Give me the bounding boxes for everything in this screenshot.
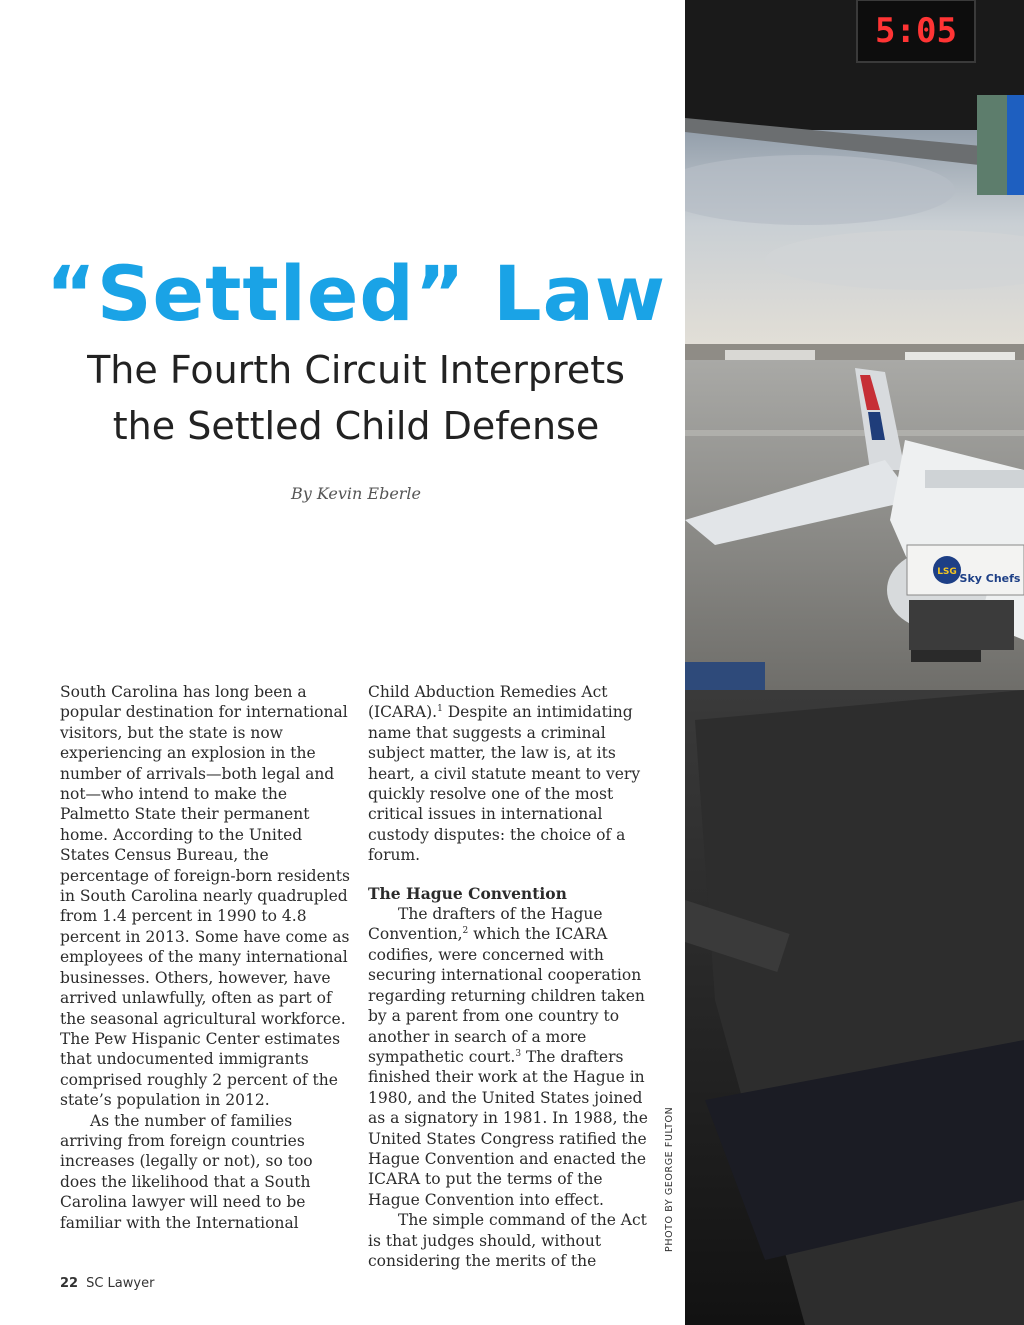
subtitle-line-2: the Settled Child Defense: [112, 404, 600, 448]
catering-truck: [907, 545, 1024, 662]
text-run: Despite an intimidating name that suggests a criminal subject matter, the law is, at its heart, a civil statute meant to very quickly resolve one of the most critical issues in international custody disputes: the choice of a forum.: [368, 703, 641, 865]
page-number: 22: [60, 1276, 79, 1291]
paragraph: South Carolina has long been a popular destination for international visitors, but the state is now experiencing an explosion in the number of arrivals—both legal and not—who intend to make the Palmetto State their permanent home. According to the United States Census Bureau, the percentage of foreign-born residents in South Carolina nearly quadrupled from 1.4 percent in 1990 to 4.8 percent in 2013. Some have come as employees of the many international businesses. Others, however, have arrived unlawfully, often as part of the seasonal agricultural workforce. The Pew Hispanic Center estimates that undocumented immigrants comprised roughly 2 percent of the state’s population in 2012.: [60, 683, 350, 1110]
page-footer: [60, 1276, 154, 1291]
section-heading: The Hague Convention: [368, 883, 567, 903]
photo-credit: PHOTO BY GEORGE FULTON: [664, 1106, 675, 1252]
publication-name: SC Lawyer: [86, 1276, 155, 1291]
footnote-ref: 1: [437, 704, 443, 715]
paragraph: The simple command of the Act is that judges should, without considering the merits of the: [368, 1211, 647, 1270]
footnote-ref: 3: [515, 1048, 522, 1059]
article-title: “Settled” Law: [45, 249, 667, 338]
svg-text:Sky Chefs: Sky Chefs: [959, 572, 1021, 585]
text-run: which the ICARA codifies, were concerned with securing international cooperation regarding returning children taken by a parent from one country to another in search of a more sympathetic court.: [368, 925, 645, 1066]
clock-display: 5:05: [875, 11, 957, 51]
footnote-ref: 2: [462, 926, 469, 937]
byline: By Kevin Eberle: [290, 484, 422, 503]
airport-photo: [685, 0, 1024, 1325]
paragraph: [368, 904, 658, 1210]
body-column-left: [60, 682, 350, 1233]
text-run: The drafters finished their work at the Hague in 1980, and the United States joined as a signatory in 1981. In 1988, the United States Congress ratified the Hague Convention and enacted the ICARA to put the terms of the Hague Convention into effect.: [368, 1047, 648, 1209]
text-run: The drafters of the Hague Convention,: [368, 905, 603, 944]
paragraph: As the number of families arriving from foreign countries increases (legally or not), so too does the likelihood that a South Carolina lawyer will need to be familiar with the International: [60, 1111, 313, 1232]
subtitle-line-1: The Fourth Circuit Interprets: [87, 348, 625, 392]
body-column-right: [368, 682, 658, 1271]
text-run: Child Abduction Remedies Act (ICARA).: [368, 683, 608, 722]
svg-text:LSG: LSG: [937, 567, 957, 577]
article-subtitle: [0, 342, 712, 454]
paragraph: [368, 682, 658, 866]
